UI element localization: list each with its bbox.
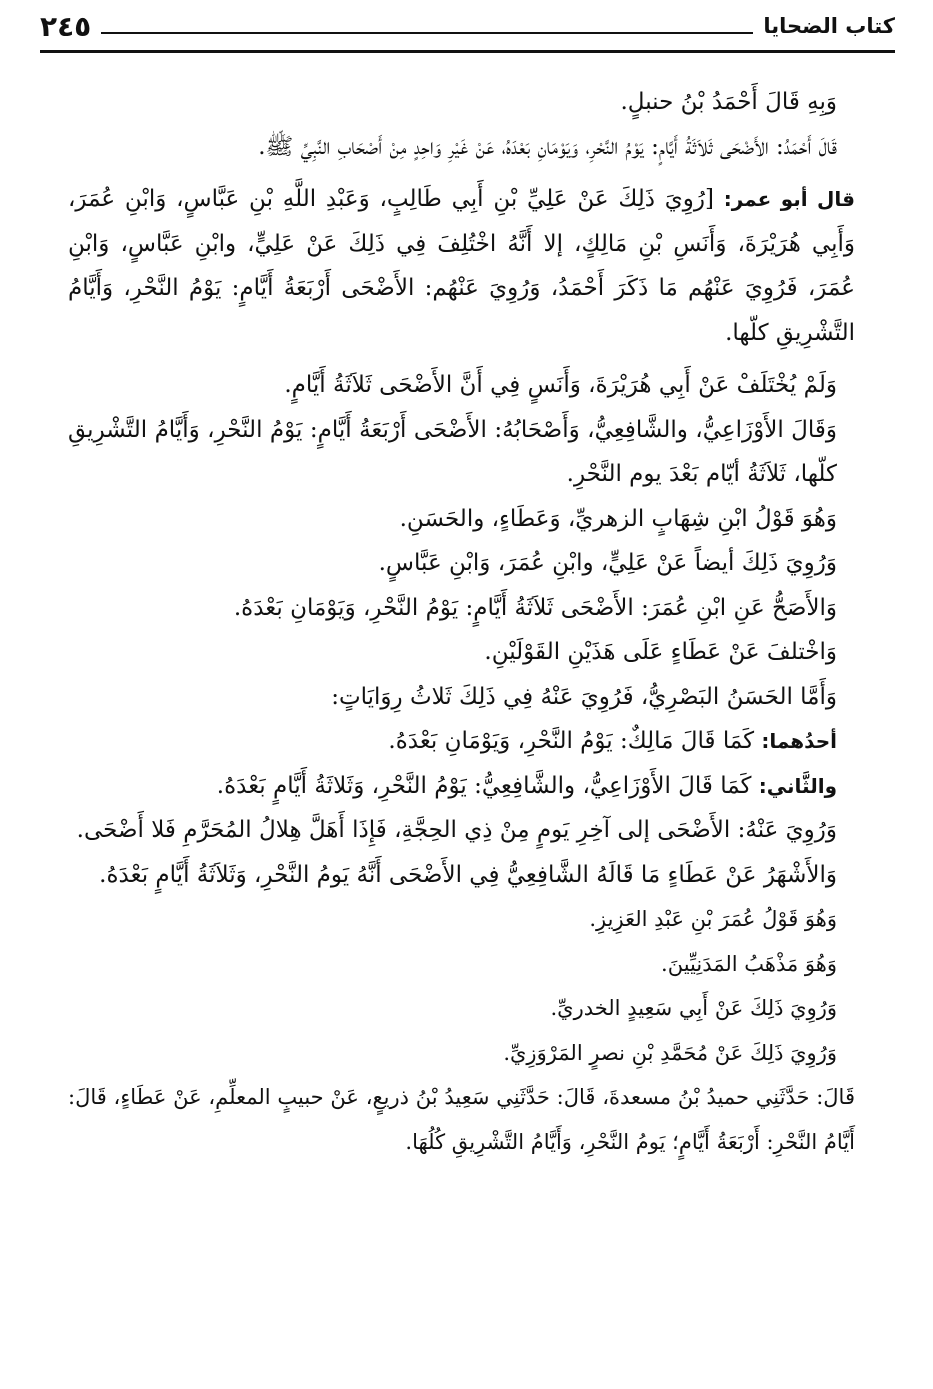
paragraph: وَرُوِيَ ذَلِكَ عَنْ مُحَمَّدِ بْنِ نصرٍ المَرْوَزِيِّ.: [503, 1040, 837, 1065]
item-label: أحدُهما:: [761, 729, 837, 753]
paragraph: وَاخْتلفَ عَنْ عَطَاءٍ عَلَى هَذَيْنِ القَوْلَيْنِ.: [484, 639, 837, 665]
paragraph-narration: وَبِهِ قَالَ أَحْمَدُ بْنُ حنبلٍ.: [620, 89, 837, 115]
paragraph: وَالأَصَحُّ عَنِ ابْنِ عُمَرَ: الأَضْحَى ثَلاَثَةُ أَيَّامٍ: يَوْمُ النَّحْرِ، وَيَوْمَانِ بَعْدَهُ.: [233, 594, 837, 621]
paragraph-isnad: قَالَ: حَدَّثَنِي حميدُ بْنُ مسعدةَ، قَالَ: حَدَّثَنِي سَعِيدُ بْنُ ذريعٍ، عَنْ حبيبٍ المعلِّمِ، عَنْ عَطَاءٍ، قَالَ: أَيَّامُ النَّحْرِ: أَرْبَعَةُ أَيَّامٍ؛ يَومُ النَّحْرِ، وَأَيَّامُ التَّشْرِيقِ كُلُهَا.: [68, 1085, 855, 1154]
paragraph: وَهُوَ قَوْلُ عُمَرَ بْنِ عَبْدِ العَزِيزِ.: [589, 907, 837, 931]
running-header: [40, 4, 895, 48]
paragraph: وَهُوَ مَذْهَبُ المَدَنِيِّينَ.: [661, 951, 837, 976]
paragraph-third-narration: وَرُوِيَ عَنْهُ: الأَضْحَى إلى آخِرِ يَومٍ مِنْ ذِي الحِجَّةِ، فَإِذَا أَهَلَّ هِلالُ المُحَرَّمِ فَلا أَضْحَى.: [76, 817, 837, 843]
paragraph-ahmad-view: قَالَ أَحْمَدُ: الأَضْحَى ثَلاَثَةُ أَيَّامٍ: يَوْمُ النَّحْرِ، وَيَوْمَانِ بَعْدَهُ، عَنْ غَيْرِ وَاحِدٍ مِنْ أَصْحَابِ النَّبِيِّ ﷺ.: [258, 133, 837, 160]
body-text: [68, 80, 855, 1164]
paragraph-first-narration: أحدُهما: كَمَا قَالَ مَالِكٌ: يَوْمُ النَّحْرِ، وَيَوْمَانِ بَعْدَهُ.: [388, 728, 837, 754]
paragraph-abu-umar: قال أبو عمر: [رُوِيَ ذَلِكَ عَنْ عَلِيِّ بْنِ أَبِي طَالِبٍ، وَعَبْدِ اللَّهِ بْنِ عَبَّاسٍ، وَابْنِ عُمَرَ، وَأَبِي هُرَيْرَةَ، وَأَنَسِ بْنِ مَالِكٍ، إلا أَنَّهُ اخْتُلِفَ فِي ذَلِكَ عَنْ عَلِيٍّ، وابْنِ عَبَّاسٍ، وَابْنِ عُمَرَ، فَرُوِيَ عَنْهُم مَا ذَكَرَ أَحْمَدُ، وَرُوِيَ عَنْهُم: الأَضْحَى أَرْبَعَةُ أَيَّامٍ: يَوْمُ النَّحْرِ، وَأَيَّامُ التَّشْرِيقِ كلّها.: [68, 186, 856, 346]
page-number: ٢٤٥: [40, 9, 92, 43]
book-title: كتاب الضحايا: [763, 14, 895, 38]
paragraph: وَالأَشْهَرُ عَنْ عَطَاءٍ مَا قَالَهُ الشَّافِعِيُّ فِي الأَضْحَى أَنَّهُ يَومُ النَّحْرِ، وَثَلاَثَةُ أَيَّامٍ بَعْدَهُ.: [99, 861, 837, 888]
paragraph: وَرُوِيَ ذَلِكَ عَنْ أَبِي سَعِيدٍ الخدريِّ.: [550, 996, 837, 1020]
paragraph-second-narration: والثَّاني: كَمَا قَالَ الأَوْزَاعِيُّ، والشَّافِعِيُّ: يَوْمُ النَّحْرِ، وَثَلاثَةُ أَيَّامٍ بَعْدَهُ.: [216, 772, 837, 799]
header-leader-line: [101, 32, 753, 34]
paragraph: وَهُوَ قَوْلُ ابْنِ شِهَابٍ الزهريِّ، وَعَطَاءٍ، والحَسَنِ.: [399, 505, 837, 532]
paragraph: وَلَمْ يُخْتَلَفْ عَنْ أَبِي هُرَيْرَةَ، وَأَنَسٍ فِي أَنَّ الأَضْحَى ثَلاَثَةُ أَيَّامٍ.: [284, 372, 837, 398]
paragraph: وَرُوِيَ ذَلِكَ أيضاً عَنْ عَلِيٍّ، وابْنِ عُمَرَ، وَابْنِ عَبَّاسٍ.: [378, 550, 837, 576]
paragraph: وَقَالَ الأَوْزَاعِيُّ، والشَّافِعِيُّ، وَأَصْحَابُهُ: الأَضْحَى أَرْبَعَةُ أَيَّامٍ: يَوْمُ النَّحْرِ، وَأَيَّامُ التَّشْرِيقِ كلّها، ثَلاَثَةُ أيّام بَعْدَ يوم النَّحْرِ.: [68, 416, 837, 487]
speaker-label: قال أبو عمر:: [723, 187, 856, 211]
item-label: والثَّاني:: [758, 773, 837, 798]
paragraph: وَأَمَّا الحَسَنُ البَصْرِيُّ، فَرُوِيَ عَنْهُ فِي ذَلِكَ ثَلاثُ رِوَايَاتٍ:: [331, 683, 837, 710]
header-rule: [40, 50, 895, 53]
